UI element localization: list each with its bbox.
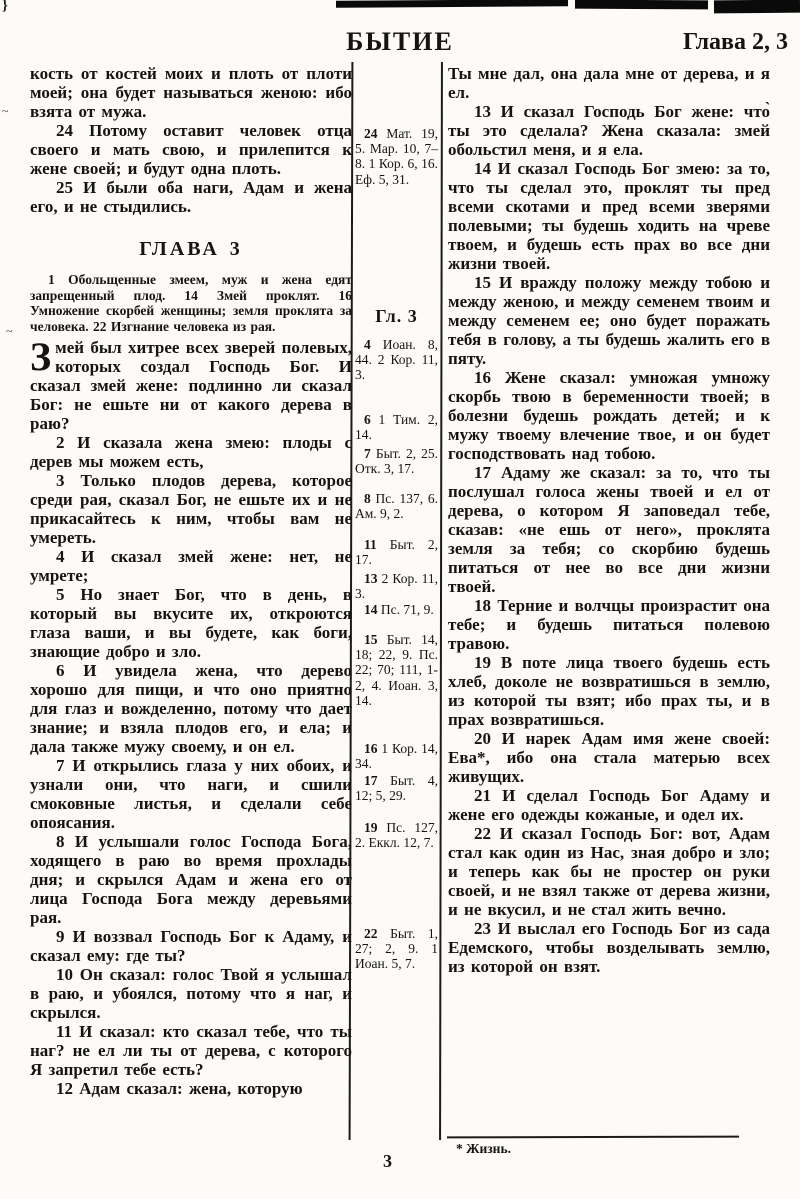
ref-text: 1 Кор. 14, 34. bbox=[355, 741, 438, 772]
verse-paragraph: 8 И услышали голос Господа Бога, ходящего в раю во время прохлады дня; и скрылся Адам и жена его от лица Господа Бога между деревьями рая. bbox=[30, 832, 352, 927]
verse-paragraph: 21 И сделал Господь Бог Адаму и жене его одежды кожаные, и одел их. bbox=[448, 786, 770, 824]
cross-reference bbox=[355, 632, 438, 708]
ref-verse-number: 13 bbox=[364, 571, 378, 586]
page-number: 3 bbox=[383, 1151, 392, 1171]
verse-paragraph: 20 И нарек Адам имя жене своей: Ева*, ибо она стала матерью всех живущих. bbox=[448, 729, 770, 786]
verse-text: мей был хитрее всех зверей полевых, которых создал Господь Бог. И сказал змей жене: подлинно ли сказал Бог: не ешьте ни от какого дерева в раю? bbox=[30, 338, 352, 433]
ref-text: Пс. 71, 9. bbox=[380, 602, 434, 617]
verse-paragraph: 23 И выслал его Господь Бог из сада Едемского, чтобы возделывать землю, из которой он взят. bbox=[448, 919, 770, 976]
verse-paragraph-dropcap bbox=[30, 334, 352, 433]
verse-paragraph: 3 Только плодов дерева, которое среди рая, сказал Бог, не ешьте их и не прикасайтесь к ним, чтобы вам не умереть. bbox=[30, 471, 352, 547]
cross-reference bbox=[355, 602, 438, 617]
verse-paragraph: 2 И сказала жена змею: плоды с дерев мы можем есть, bbox=[30, 433, 352, 471]
verse-paragraph: Ты мне дал, она дала мне от дерева, и я ел. bbox=[448, 64, 770, 102]
column-rule-right bbox=[439, 62, 443, 1140]
scan-smudge bbox=[575, 0, 708, 9]
ref-text: Быт. 2, 17. bbox=[355, 537, 438, 568]
right-text-column bbox=[448, 64, 770, 976]
ref-text: Иоан. 8, 44. 2 Кор. 11, 3. bbox=[355, 337, 438, 383]
verse-paragraph: 17 Адаму же сказал: за то, что ты послушал голоса жены твоей и ел от дерева, о котором Я заповедал тебе, сказав: «не ешь от него», проклята земля за тебя; со скорбию будешь питаться от нее во все дни жизни твоей. bbox=[448, 463, 770, 596]
ref-text: 1 Тим. 2, 14. bbox=[355, 412, 439, 443]
book-title: БЫТИЕ bbox=[346, 27, 454, 56]
verse-paragraph: 4 И сказал змей жене: нет, не умрете; bbox=[30, 547, 352, 585]
verse-paragraph: 14 И сказал Господь Бог змею: за то, что ты сделал это, проклят ты пред всеми скотами и пред всеми зверями полевыми; ты будешь ходить на чреве твоем, и будешь есть прах во все дни жизни твоей. bbox=[448, 159, 770, 273]
verse-paragraph: 9 И воззвал Господь Бог к Адаму, и сказал ему: где ты? bbox=[30, 927, 352, 965]
ref-verse-number: 19 bbox=[364, 820, 378, 835]
verse-paragraph: 11 И сказал: кто сказал тебе, что ты наг? не ел ли ты от дерева, с которого Я запретил тебе есть? bbox=[30, 1022, 352, 1079]
cross-reference bbox=[355, 571, 438, 601]
ref-text: Быт. 14, 18; 22, 9. Пс. 22; 70; 111, 1-2, 4. Иоан. 3, 14. bbox=[355, 632, 438, 708]
ref-verse-number: 16 bbox=[364, 741, 378, 756]
ref-text: Мат. 19, 5. Мар. 10, 7–8. 1 Кор. 6, 16. Еф. 5, 31. bbox=[355, 126, 438, 187]
verse-paragraph: 7 И открылись глаза у них обоих, и узнали они, что наги, и сшили смоковные листья, и сделали себе опоясания. bbox=[30, 756, 352, 832]
ref-verse-number: 11 bbox=[364, 537, 377, 552]
ref-text: 2 Кор. 11, 3. bbox=[355, 571, 438, 602]
verse-paragraph: кость от костей моих и плоть от плоти моей; она будет называться женою: ибо взята от мужа. bbox=[30, 64, 352, 121]
scan-corner-mark: } bbox=[2, 0, 8, 14]
ref-verse-number: 4 bbox=[364, 337, 371, 352]
ref-verse-number: 6 bbox=[364, 412, 371, 427]
scan-smudge bbox=[714, 0, 800, 13]
cross-reference bbox=[355, 741, 438, 771]
left-text-column bbox=[30, 64, 352, 1098]
ref-text: Пс. 127, 2. Еккл. 12, 7. bbox=[355, 820, 438, 851]
cross-reference bbox=[355, 773, 438, 803]
footnote-text: * Жизнь. bbox=[456, 1141, 511, 1156]
ref-verse-number: 7 bbox=[364, 446, 371, 461]
chapter-heading: ГЛАВА 3 bbox=[139, 238, 243, 260]
verse-paragraph: 12 Адам сказал: жена, которую bbox=[56, 1079, 303, 1098]
ref-text: Быт. 1, 27; 2, 9. 1 Иоан. 5, 7. bbox=[355, 926, 438, 972]
drop-cap-initial: З bbox=[30, 334, 52, 379]
cross-reference bbox=[355, 491, 438, 521]
ref-verse-number: 17 bbox=[364, 773, 378, 788]
verse-paragraph: 5 Но знает Бог, что в день, в который вы вкусите их, откроются глаза ваши, и вы будете, как боги, знающие добро и зло. bbox=[30, 585, 352, 661]
ref-text: Быт. 4, 12; 5, 29. bbox=[355, 773, 438, 804]
ref-verse-number: 24 bbox=[364, 126, 378, 141]
scan-edge-mark: ~ bbox=[2, 104, 9, 118]
chapter-summary: 1 Обольщенные змеем, муж и жена едят запрещенный плод. 14 Змей проклят. 16 Умножение скорбей женщины; земля проклята за человека. 22 Изгнание человека из рая. bbox=[30, 272, 352, 334]
scan-smudge bbox=[336, 0, 568, 8]
verse-paragraph: 19 В поте лица твоего будешь есть хлеб, доколе не возвратишься в землю, из которой ты взят; ибо прах ты, и в прах возвратишься. bbox=[448, 653, 770, 729]
scan-edge-mark: ~ bbox=[6, 324, 13, 338]
ref-text: Пс. 137, 6. Ам. 9, 2. bbox=[355, 491, 438, 522]
cross-reference bbox=[355, 926, 438, 972]
cross-reference bbox=[355, 537, 438, 567]
ref-verse-number: 14 bbox=[364, 602, 378, 617]
ref-chapter-heading: Гл. 3 bbox=[375, 306, 418, 326]
cross-reference bbox=[355, 412, 438, 442]
verse-paragraph: 15 И вражду положу между тобою и между женою, и между семенем твоим и между семенем ее; оно будет поражать тебя в голову, а ты будешь жалить его в пяту. bbox=[448, 273, 770, 368]
ref-verse-number: 22 bbox=[364, 926, 378, 941]
footnote-rule bbox=[447, 1136, 739, 1139]
verse-paragraph: 18 Терние и волчцы произрастит она тебе; и будешь питаться полевою травою. bbox=[448, 596, 770, 653]
ref-verse-number: 8 bbox=[364, 491, 371, 506]
verse-paragraph: 16 Жене сказал: умножая умножу скорбь твою в беременности твоей; в болезни будешь рождать детей; и к мужу твоему влечение твое, и он будет господствовать над тобою. bbox=[448, 368, 770, 463]
chapter-running-head: Глава 2, 3 bbox=[683, 29, 788, 55]
ref-verse-number: 15 bbox=[364, 632, 378, 647]
verse-paragraph: 10 Он сказал: голос Твой я услышал в раю, и убоялся, потому что я наг, и скрылся. bbox=[30, 965, 352, 1022]
verse-paragraph: 13 И сказал Господь Бог жене: что̀ ты это сделала? Жена сказала: змей обольстил меня, и я ела. bbox=[448, 102, 770, 159]
verse-paragraph: 24 Потому оставит человек отца своего и мать свою, и прилепится к жене своей; и будут одна плоть. bbox=[30, 121, 352, 178]
cross-reference bbox=[355, 446, 438, 476]
cross-reference bbox=[355, 820, 438, 850]
verse-paragraph: 25 И были оба наги, Адам и жена его, и не стыдились. bbox=[30, 178, 352, 216]
cross-reference bbox=[355, 126, 438, 187]
verse-paragraph: 22 И сказал Господь Бог: вот, Адам стал как один из Нас, зная добро и зло; и теперь как бы не простер он руки своей, и не взял также от дерева жизни, и не вкусил, и не стал жить вечно. bbox=[448, 824, 770, 919]
cross-reference bbox=[355, 337, 438, 383]
verse-paragraph: 6 И увидела жена, что дерево хорошо для пищи, и что оно приятно для глаз и вожделенно, потому что дает знание; и взяла плодов его, и ела; и дала также мужу своему, и он ел. bbox=[30, 661, 352, 756]
ref-text: Быт. 2, 25. Отк. 3, 17. bbox=[355, 446, 438, 477]
